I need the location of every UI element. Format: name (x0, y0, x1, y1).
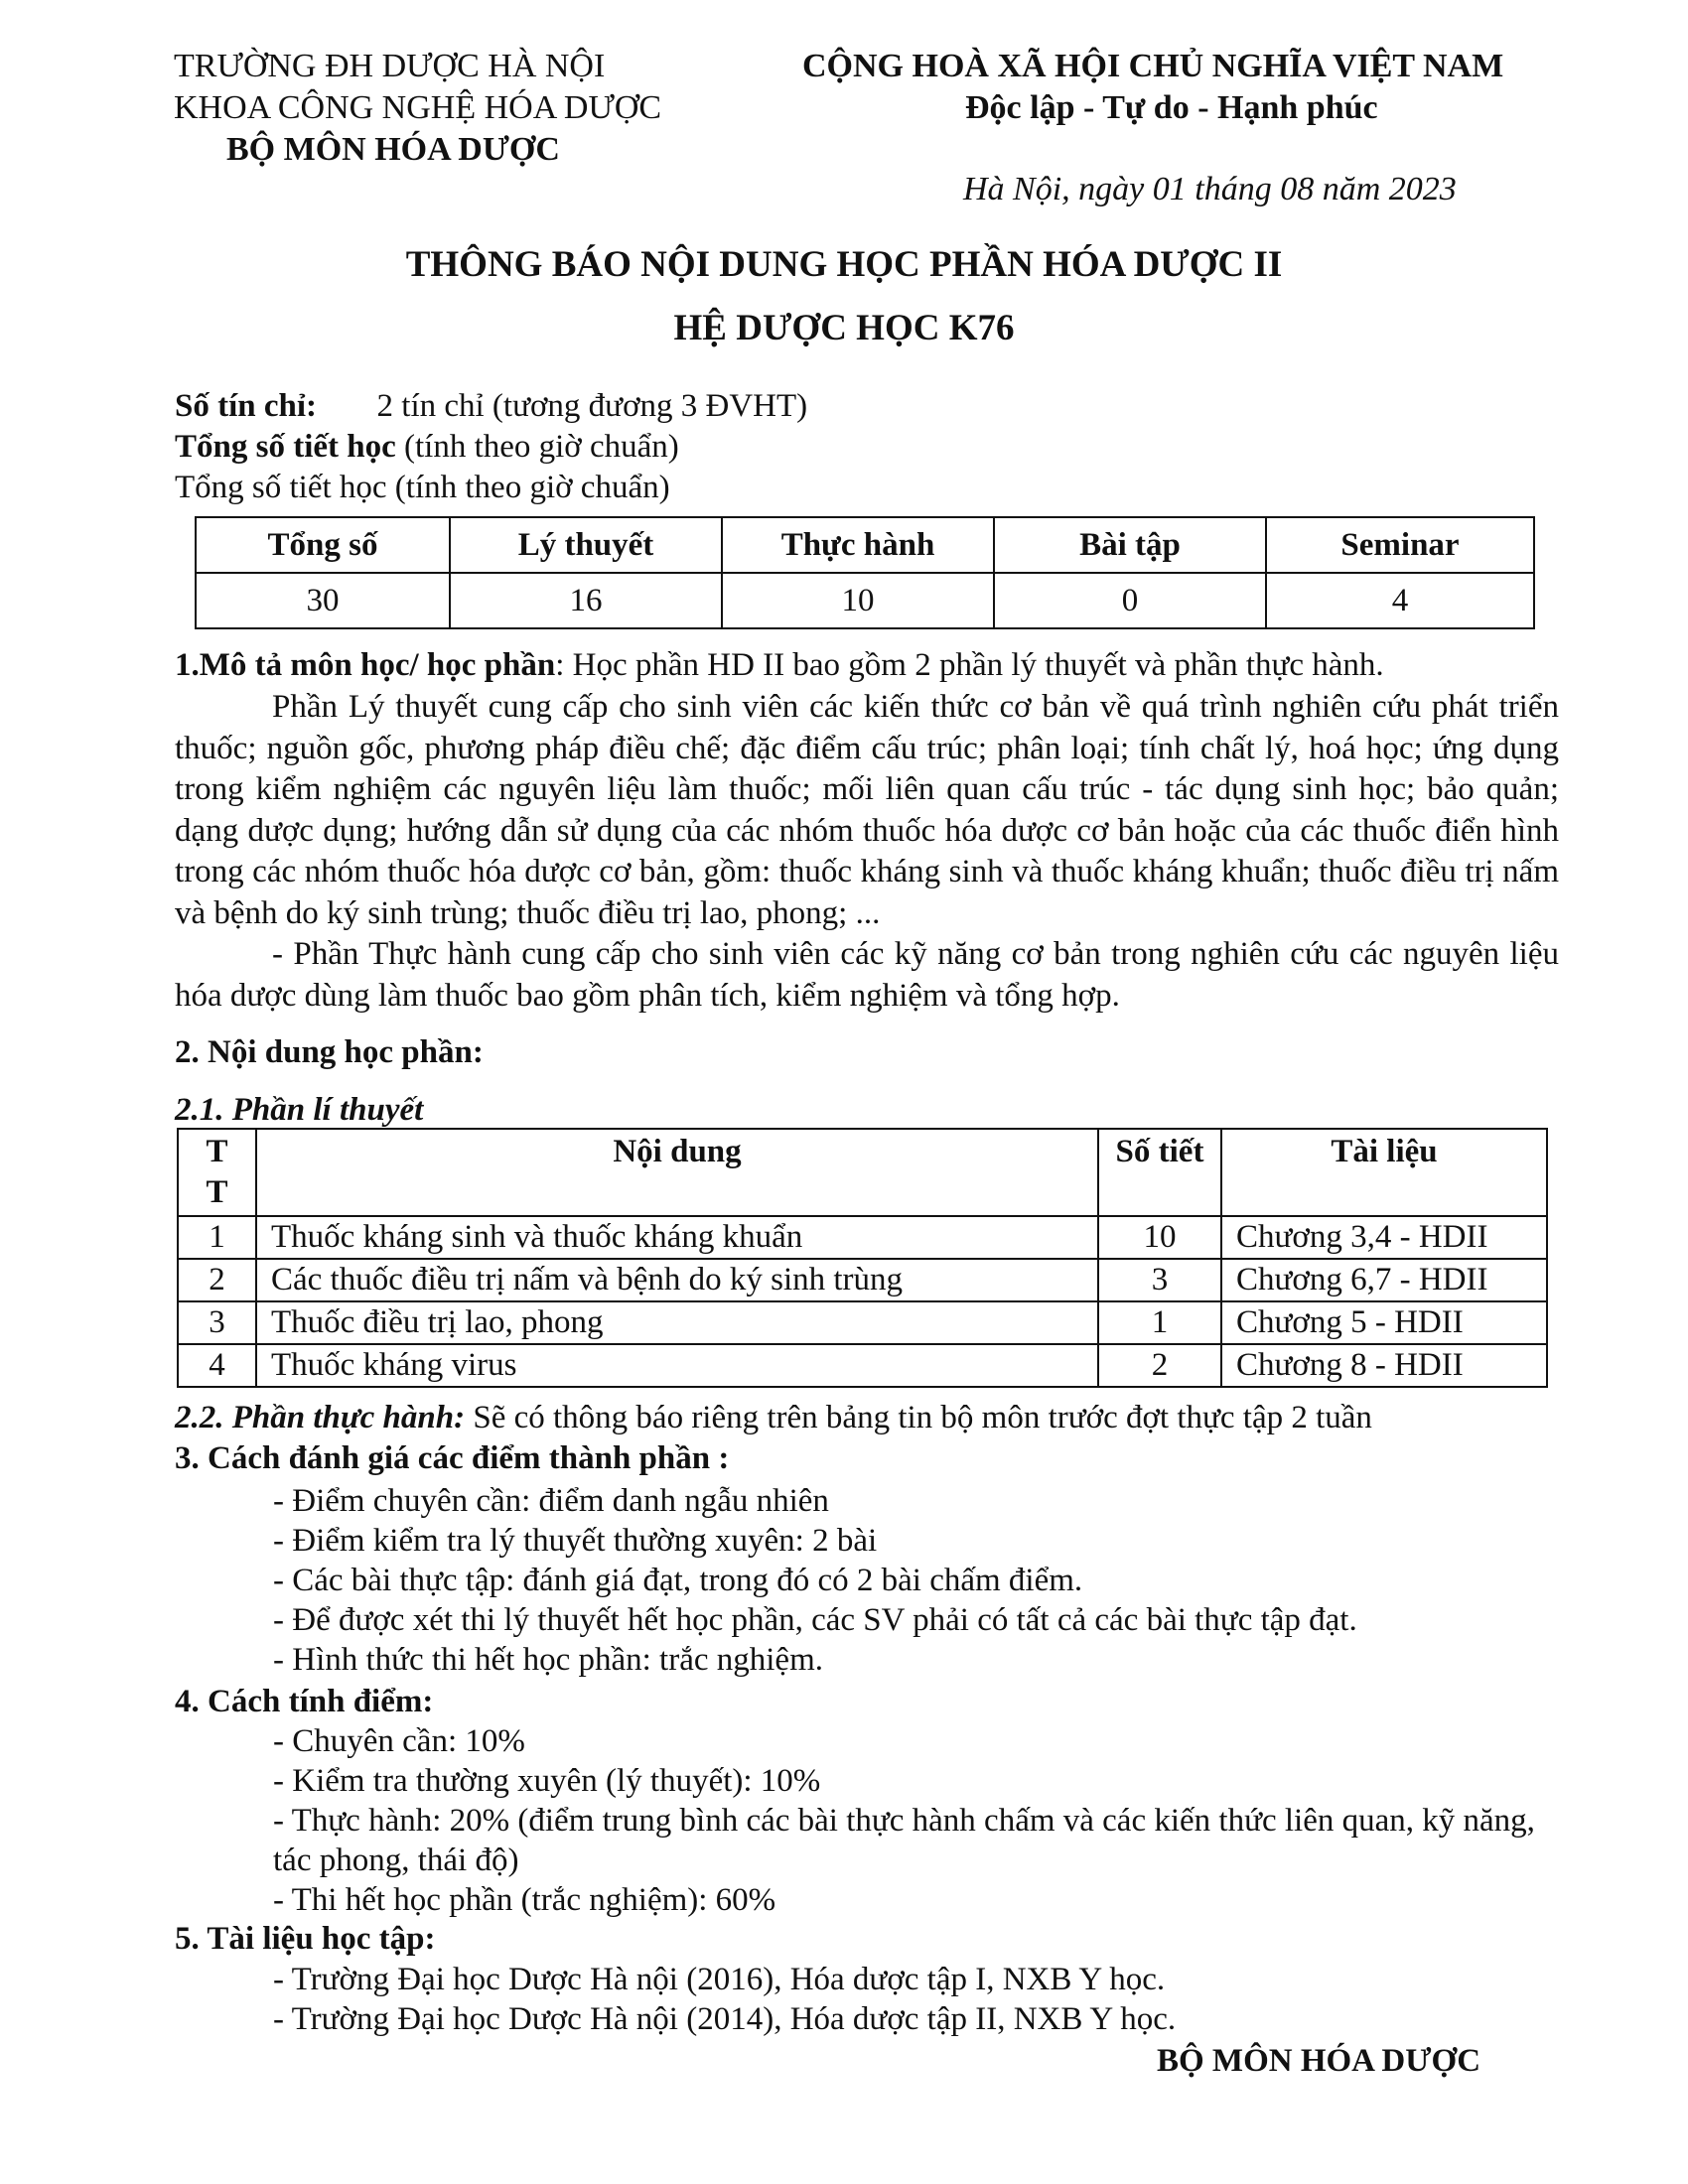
theory-cell-reference: Chương 8 - HDII (1221, 1344, 1547, 1387)
section4-list (273, 1721, 1564, 1920)
table-row (178, 1259, 1547, 1301)
section2-theory-subheading: 2.1. Phần lí thuyết (175, 1092, 424, 1128)
theory-cell-content: Các thuốc điều trị nấm và bệnh do ký sinh trùng (256, 1259, 1098, 1301)
credits-line (175, 386, 807, 427)
list-item: - Thi hết học phần (trắc nghiệm): 60% (273, 1882, 776, 1918)
hours-table-value-row (196, 573, 1534, 628)
list-item: - Chuyên cần: 10% (273, 1723, 525, 1759)
section1-heading: 1.Mô tả môn học/ học phần (175, 647, 556, 683)
hours-header-exercise: Bài tập (994, 517, 1266, 573)
section1-paragraph-practice: - Phần Thực hành cung cấp cho sinh viên các kỹ năng cơ bản trong nghiên cứu các nguyên liệu hóa dược dùng làm thuốc bao gồm phân tích, kiểm nghiệm và tổng hợp. (175, 936, 1559, 1014)
theory-cell-periods: 1 (1098, 1301, 1221, 1344)
theory-cell-reference: Chương 6,7 - HDII (1221, 1259, 1547, 1301)
credits-value: 2 tín chỉ (tương đương 3 ĐVHT) (376, 388, 808, 424)
table-row (178, 1301, 1547, 1344)
table-row (178, 1216, 1547, 1259)
hours-table (195, 516, 1535, 629)
section2-practice-subheading: 2.2. Phần thực hành: (175, 1400, 466, 1435)
faculty-name: KHOA CÔNG NGHỆ HÓA DƯỢC (174, 89, 662, 126)
document-date: Hà Nội, ngày 01 tháng 08 năm 2023 (963, 171, 1457, 207)
hours-value-exercise: 0 (994, 573, 1266, 628)
section5-list (273, 1960, 1176, 2039)
section1-paragraph-theory: Phần Lý thuyết cung cấp cho sinh viên các kiến thức cơ bản về quá trình nghiên cứu phát triển thuốc; nguồn gốc, phương pháp điều chế; đặc điểm cấu trúc; phân loại; tính chất lý, hoá học; ứng dụng trong kiểm nghiệm các nguyên liệu làm thuốc; mối liên quan cấu trúc - tác dụng sinh học; bảo quản; dạng dược dụng; hướng dẫn sử dụng của các nhóm thuốc hóa dược cơ bản hoặc của các thuốc điển hình trong các nhóm thuốc hóa dược cơ bản, gồm: thuốc kháng sinh và thuốc kháng khuẩn; thuốc điều trị nấm và bệnh do ký sinh trùng; thuốc điều trị lao, phong; ... (175, 689, 1559, 931)
list-item: - Kiểm tra thường xuyên (lý thuyết): 10% (273, 1763, 821, 1799)
theory-cell-content: Thuốc kháng virus (256, 1344, 1098, 1387)
theory-cell-index: 2 (178, 1259, 256, 1301)
hours-header-practice: Thực hành (722, 517, 994, 573)
page-title: THÔNG BÁO NỘI DUNG HỌC PHẦN HÓA DƯỢC II (405, 244, 1283, 285)
hours-value-seminar: 4 (1266, 573, 1534, 628)
hours-line-plain: Tổng số tiết học (tính theo giờ chuẩn) (175, 470, 670, 505)
theory-cell-content: Thuốc kháng sinh và thuốc kháng khuẩn (256, 1216, 1098, 1259)
hours-value-theory: 16 (450, 573, 722, 628)
hours-header-theory: Lý thuyết (450, 517, 722, 573)
theory-header-reference: Tài liệu (1221, 1129, 1547, 1216)
theory-header-content: Nội dung (256, 1129, 1098, 1216)
signature-department: BỘ MÔN HÓA DƯỢC (1157, 2043, 1481, 2079)
theory-cell-content: Thuốc điều trị lao, phong (256, 1301, 1098, 1344)
table-row (178, 1344, 1547, 1387)
list-item: - Trường Đại học Dược Hà nội (2016), Hóa dược tập I, NXB Y học. (273, 1962, 1166, 1997)
university-name: TRƯỜNG ĐH DƯỢC HÀ NỘI (174, 48, 606, 84)
theory-cell-reference: Chương 5 - HDII (1221, 1301, 1547, 1344)
hours-line-bold (175, 427, 679, 468)
theory-header-index: T T (178, 1129, 256, 1216)
hours-value-practice: 10 (722, 573, 994, 628)
credits-label: Số tín chỉ: (175, 388, 318, 424)
list-item: - Hình thức thi hết học phần: trắc nghiệm. (273, 1642, 823, 1678)
theory-cell-index: 3 (178, 1301, 256, 1344)
section4-heading: 4. Cách tính điểm: (175, 1684, 434, 1719)
section2-practice-text: Sẽ có thông báo riêng trên bảng tin bộ môn trước đợt thực tập 2 tuần (465, 1400, 1372, 1435)
national-motto: Độc lập - Tự do - Hạnh phúc (965, 89, 1378, 126)
list-item: - Thực hành: 20% (điểm trung bình các bài thực hành chấm và các kiến thức liên quan, kỹ năng, tác phong, thái độ) (273, 1803, 1535, 1878)
theory-cell-periods: 3 (1098, 1259, 1221, 1301)
theory-table (177, 1128, 1548, 1388)
list-item: - Điểm kiểm tra lý thuyết thường xuyên: 2 bài (273, 1523, 878, 1559)
hours-label-rest: (tính theo giờ chuẩn) (395, 429, 679, 465)
theory-cell-index: 4 (178, 1344, 256, 1387)
list-item: - Trường Đại học Dược Hà nội (2014), Hóa dược tập II, NXB Y học. (273, 2001, 1177, 2037)
section1-intro: : Học phần HD II bao gồm 2 phần lý thuyết và phần thực hành. (555, 647, 1384, 683)
theory-cell-reference: Chương 3,4 - HDII (1221, 1216, 1547, 1259)
department-name: BỘ MÔN HÓA DƯỢC (226, 131, 560, 168)
list-item: - Điểm chuyên cần: điểm danh ngẫu nhiên (273, 1483, 829, 1519)
section1-heading-line (175, 645, 1384, 686)
theory-cell-periods: 2 (1098, 1344, 1221, 1387)
hours-header-seminar: Seminar (1266, 517, 1534, 573)
hours-header-total: Tổng số (196, 517, 450, 573)
national-title: CỘNG HOÀ XÃ HỘI CHỦ NGHĨA VIỆT NAM (802, 48, 1504, 84)
list-item: - Các bài thực tập: đánh giá đạt, trong đó có 2 bài chấm điểm. (273, 1563, 1083, 1598)
section5-heading: 5. Tài liệu học tập: (175, 1921, 436, 1957)
section3-heading: 3. Cách đánh giá các điểm thành phần : (175, 1440, 730, 1476)
list-item: - Để được xét thi lý thuyết hết học phần, các SV phải có tất cả các bài thực tập đạt. (273, 1602, 1357, 1638)
theory-header-periods: Số tiết (1098, 1129, 1221, 1216)
hours-value-total: 30 (196, 573, 450, 628)
section2-practice-line (175, 1398, 1372, 1438)
theory-cell-periods: 10 (1098, 1216, 1221, 1259)
theory-cell-index: 1 (178, 1216, 256, 1259)
section2-heading: 2. Nội dung học phần: (175, 1034, 484, 1070)
theory-table-header-row (178, 1129, 1547, 1216)
section3-list (273, 1481, 1357, 1680)
hours-table-header-row (196, 517, 1534, 573)
page-subtitle: HỆ DƯỢC HỌC K76 (673, 308, 1015, 348)
hours-label: Tổng số tiết học (175, 429, 396, 465)
